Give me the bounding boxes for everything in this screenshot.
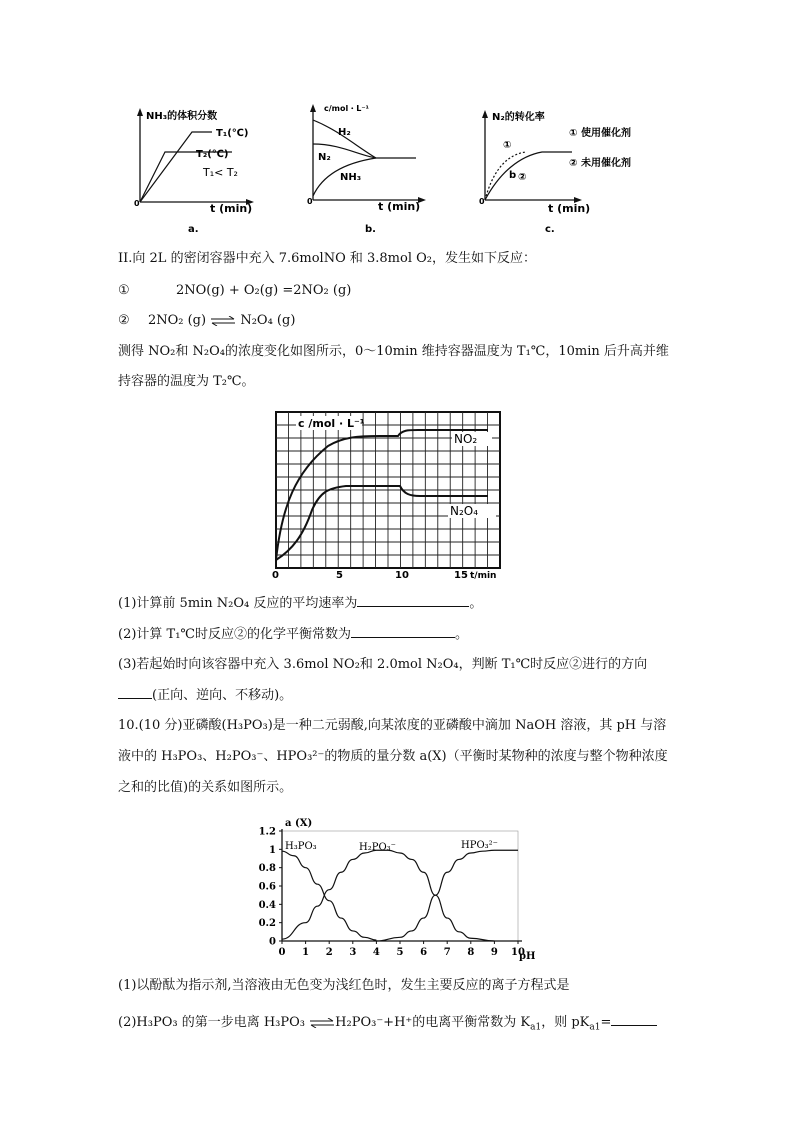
ph-xtick-label: 9 <box>490 947 498 958</box>
grid-xtick-10: 10 <box>395 570 409 580</box>
reaction-2-right: N₂O₄ (g) <box>240 313 296 328</box>
fig-a-curve2: T₂(℃) <box>196 149 229 160</box>
ph-distribution-chart <box>255 815 545 963</box>
problem-10-line-1: 10.(10 分)亚磷酸(H₃PO₃)是一种二元弱酸,向某浓度的亚磷酸中滴加 NaOH 溶液，其 pH 与溶 <box>118 718 667 733</box>
figure-c <box>479 110 631 235</box>
reaction-1-number: ① <box>118 283 130 298</box>
question-3-line-2 <box>118 686 292 705</box>
fig-b-h2: H₂ <box>338 127 351 138</box>
ph-xtick-label: 3 <box>349 947 357 958</box>
fig-c-mark1: ① <box>503 140 512 151</box>
ph-ytick-label: 0.2 <box>258 918 276 930</box>
grid-series-n2o4: N₂O₄ <box>450 504 479 518</box>
grid-series-no2: NO₂ <box>454 432 478 446</box>
grid-xunit: t/min <box>470 571 497 580</box>
fig-c-caption: c. <box>545 224 555 235</box>
ph-ytick-label: 0.8 <box>258 863 276 875</box>
fig-c-legend2: ② 未用催化剂 <box>569 158 631 169</box>
problem-10-q2-sub-2: a1 <box>589 1022 601 1033</box>
grid-chart-ylabel: c /mol · L⁻¹ <box>298 417 365 430</box>
ph-ytick-label: 0 <box>269 936 276 948</box>
fig-a-ylabel: NH₃的体积分数 <box>146 111 218 122</box>
top-figures <box>100 100 700 240</box>
figure-b <box>307 104 426 235</box>
problem-10-q2-part-f: = <box>600 1015 612 1030</box>
question-2-text: (2)计算 T₁℃时反应②的化学平衡常数为 <box>118 627 351 642</box>
fig-c-ylabel: N₂的转化率 <box>492 112 545 123</box>
ph-xtick-label: 4 <box>372 947 380 958</box>
fig-b-xlabel: t (min) <box>378 200 421 213</box>
question-2-blank[interactable] <box>351 625 455 638</box>
question-1-text: (1)计算前 5min N₂O₄ 反应的平均速率为 <box>118 596 358 611</box>
problem-10-question-2 <box>118 1013 657 1037</box>
ph-xtick-label: 1 <box>302 947 310 958</box>
ph-xtick-label: 0 <box>278 947 286 958</box>
reaction-2 <box>118 312 295 330</box>
question-3-text: (正向、逆向、不移动)。 <box>152 688 293 703</box>
fig-b-caption: b. <box>365 224 376 235</box>
problem-10-line-2: 液中的 H₃PO₃、H₂PO₃⁻、HPO₃²⁻的物质的量分数 a(X)（平衡时某物种的浓度与整个物种浓度 <box>118 749 668 764</box>
ph-series-label-h3po3: H₃PO₃ <box>285 841 317 852</box>
fig-c-mark-b: b <box>509 170 517 181</box>
grid-xtick-15: 15 <box>454 570 468 580</box>
problem-10-q2-blank[interactable] <box>611 1013 657 1026</box>
fig-c-mark2: ② <box>518 172 527 183</box>
fig-a-origin: 0 <box>134 199 140 208</box>
problem-10-q2-part-a: (2)H₃PO₃ 的第一步电离 H₃PO₃ <box>118 1015 306 1030</box>
part2-intro: II.向 2L 的密闭容器中充入 7.6molNO 和 3.8mol O₂，发生如下反应： <box>118 251 536 266</box>
ph-ytick-label: 1 <box>269 844 276 856</box>
ph-ytick-label: 1.2 <box>258 826 276 838</box>
fig-b-origin: 0 <box>307 197 313 206</box>
ph-ytick-label: 0.6 <box>258 881 276 893</box>
fig-c-xlabel: t (min) <box>548 202 591 215</box>
reaction-2-number: ② <box>118 313 130 328</box>
grid-xtick-0: 0 <box>272 570 279 580</box>
ph-xtick-label: 7 <box>443 947 451 958</box>
problem-10-line-3: 之和的比值)的关系如图所示。 <box>118 780 293 795</box>
ph-xtick-label: 2 <box>325 947 333 958</box>
question-1-end: 。 <box>469 596 483 611</box>
question-2-end: 。 <box>454 627 468 642</box>
question-2 <box>118 625 468 644</box>
description-line-2: 持容器的温度为 T₂℃。 <box>118 374 255 389</box>
ph-xtick-label: 8 <box>467 947 475 958</box>
question-1 <box>118 594 482 613</box>
ph-chart-xlabel: pH <box>519 951 536 962</box>
fig-c-legend1: ① 使用催化剂 <box>569 128 631 139</box>
concentration-grid-chart <box>268 410 518 580</box>
grid-xtick-5: 5 <box>336 570 343 580</box>
fig-a-note: T₁< T₂ <box>203 166 238 179</box>
problem-10-question-1: (1)以酚酞为指示剂,当溶液由无色变为浅红色时，发生主要反应的离子方程式是 <box>118 978 570 993</box>
ph-series-label-h2po3: H₂PO₃⁻ <box>359 842 396 853</box>
fig-c-origin: 0 <box>479 197 485 206</box>
problem-10-q2-part-d: ，则 pK <box>541 1015 590 1030</box>
question-3-line-1: (3)若起始时向该容器中充入 3.6mol NO₂和 2.0mol N₂O₄，判断 T₁℃时反应②进行的方向 <box>118 657 648 672</box>
fig-b-n2: N₂ <box>318 152 331 163</box>
equilibrium-arrow-icon <box>210 316 236 326</box>
fig-b-ylabel: c/mol・L⁻¹ <box>324 104 370 113</box>
question-3-blank[interactable] <box>118 686 152 699</box>
figure-a <box>134 108 254 235</box>
reaction-2-left: 2NO₂ (g) <box>147 313 207 328</box>
ph-chart-ylabel: a (X) <box>285 818 313 829</box>
equilibrium-arrow-icon <box>309 1018 335 1028</box>
ph-series-label-hpo3: HPO₃²⁻ <box>461 840 498 851</box>
question-1-blank[interactable] <box>357 594 469 607</box>
ph-xtick-label: 6 <box>420 947 428 958</box>
fig-a-xlabel: t (min) <box>210 202 253 215</box>
reaction-1-equation: 2NO(g) + O₂(g) =2NO₂ (g) <box>175 283 352 298</box>
description-line-1: 测得 NO₂和 N₂O₄的浓度变化如图所示，0～10min 维持容器温度为 T₁℃，10min 后升高并维 <box>118 344 669 359</box>
ph-xtick-label: 10 <box>511 947 525 958</box>
fig-a-caption: a. <box>188 224 199 235</box>
fig-a-curve1: T₁(℃) <box>216 128 249 139</box>
reaction-1 <box>118 282 351 300</box>
problem-10-q2-sub-1: a1 <box>530 1022 542 1033</box>
ph-ytick-label: 0.4 <box>258 899 276 911</box>
problem-10-q2-part-b: H₂PO₃⁻+H⁺的电离平衡常数为 K <box>335 1015 531 1030</box>
fig-b-nh3: NH₃ <box>340 172 362 183</box>
ph-xtick-label: 5 <box>396 947 404 958</box>
